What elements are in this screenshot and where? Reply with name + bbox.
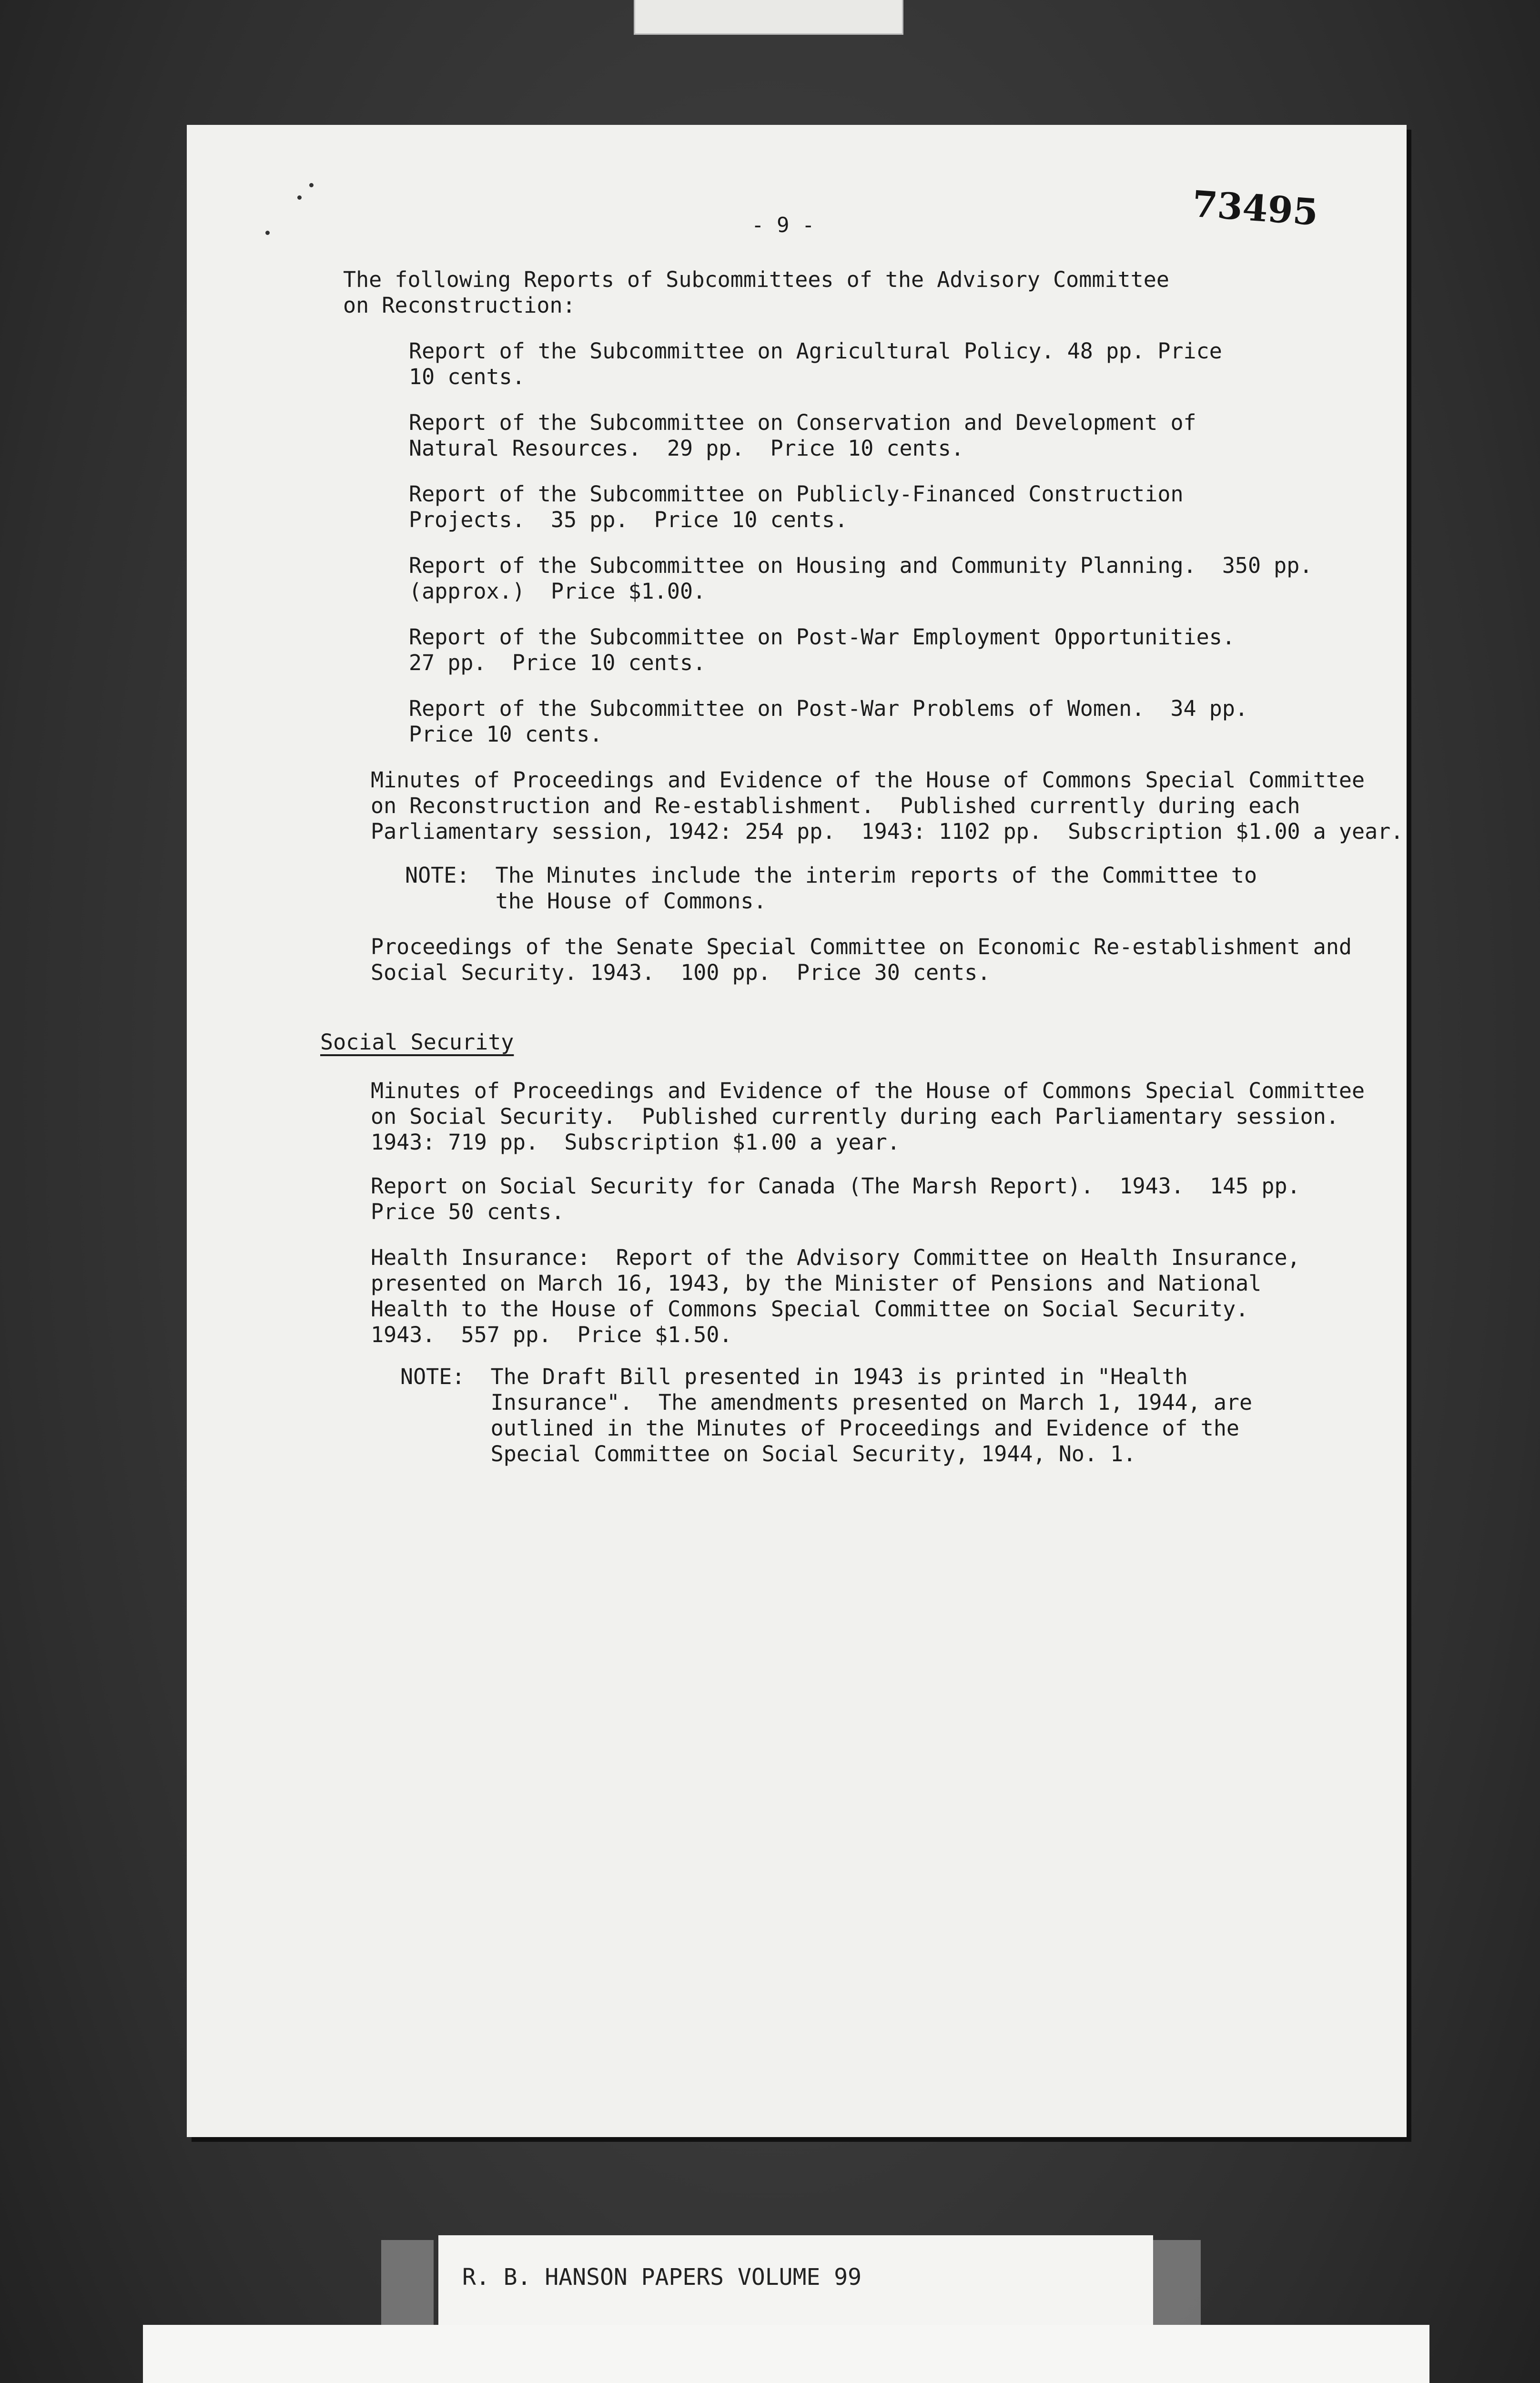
report-women: Report of the Subcommittee on Post-War Problems of Women. 34 pp. Price 10 cents. (409, 696, 1248, 747)
archive-card (143, 2325, 1429, 2383)
tape-left (381, 2240, 434, 2331)
minutes-social-security: Minutes of Proceedings and Evidence of the House of Commons Special Committee on Social Security. Published currently during each Parliamentary session. 1943: 719 pp. Subscription $1.00 a year. (371, 1078, 1365, 1155)
senate-proceedings: Proceedings of the Senate Special Committee on Economic Re-establishment and Social Security. 1943. 100 pp. Price 30 cents. (371, 934, 1352, 985)
report-agricultural-policy: Report of the Subcommittee on Agricultural Policy. 48 pp. Price 10 cents. (409, 338, 1222, 389)
report-conservation: Report of the Subcommittee on Conservation and Development of Natural Resources. 29 pp. Price 10 cents. (409, 410, 1196, 461)
volume-label-text: R. B. HANSON PAPERS VOLUME 99 (462, 2264, 862, 2291)
note-draft-bill: NOTE: The Draft Bill presented in 1943 is printed in "Health Insurance". The amendments presented on March 1, 1944, are outlined in the Minutes of Proceedings and Evidence of the Special Committee on Social Security, 1944, No. 1. (400, 1364, 1253, 1466)
page-number: - 9 - (751, 213, 815, 237)
document-page (187, 125, 1407, 2137)
report-housing: Report of the Subcommittee on Housing and Community Planning. 350 pp. (approx.) Price $1.00. (409, 553, 1313, 604)
intro-paragraph: The following Reports of Subcommittees of the Advisory Committee on Reconstruction: (343, 267, 1169, 318)
speck (309, 183, 314, 187)
file-number: 73495 (1191, 182, 1320, 234)
minutes-reconstruction: Minutes of Proceedings and Evidence of the House of Commons Special Committee on Reconstruction and Re-establishment. Published currently during each Parliamentary session, 1942: 254 pp. 1943: 1102 pp. Subscription $1.00 a year. (371, 767, 1404, 844)
note-interim-reports: NOTE: The Minutes include the interim reports of the Committee to the House of Commons. (405, 863, 1257, 914)
volume-label (438, 2235, 1153, 2326)
section-heading: Social Security (320, 1029, 514, 1055)
marsh-report: Report on Social Security for Canada (The Marsh Report). 1943. 145 pp. Price 50 cents. (371, 1173, 1300, 1224)
speck (297, 195, 302, 200)
speck (265, 231, 270, 235)
tape-right (1148, 2240, 1201, 2331)
health-insurance: Health Insurance: Report of the Advisory Committee on Health Insurance, presented on March 16, 1943, by the Minister of Pensions and National Health to the House of Commons Special Committee on Social Security. 1943. 557 pp. Price $1.50. (371, 1245, 1300, 1347)
top-tab (634, 0, 903, 35)
report-employment: Report of the Subcommittee on Post-War Employment Opportunities. 27 pp. Price 10 cents. (409, 624, 1235, 675)
report-construction: Report of the Subcommittee on Publicly-Financed Construction Projects. 35 pp. Price 10 cents. (409, 481, 1184, 532)
